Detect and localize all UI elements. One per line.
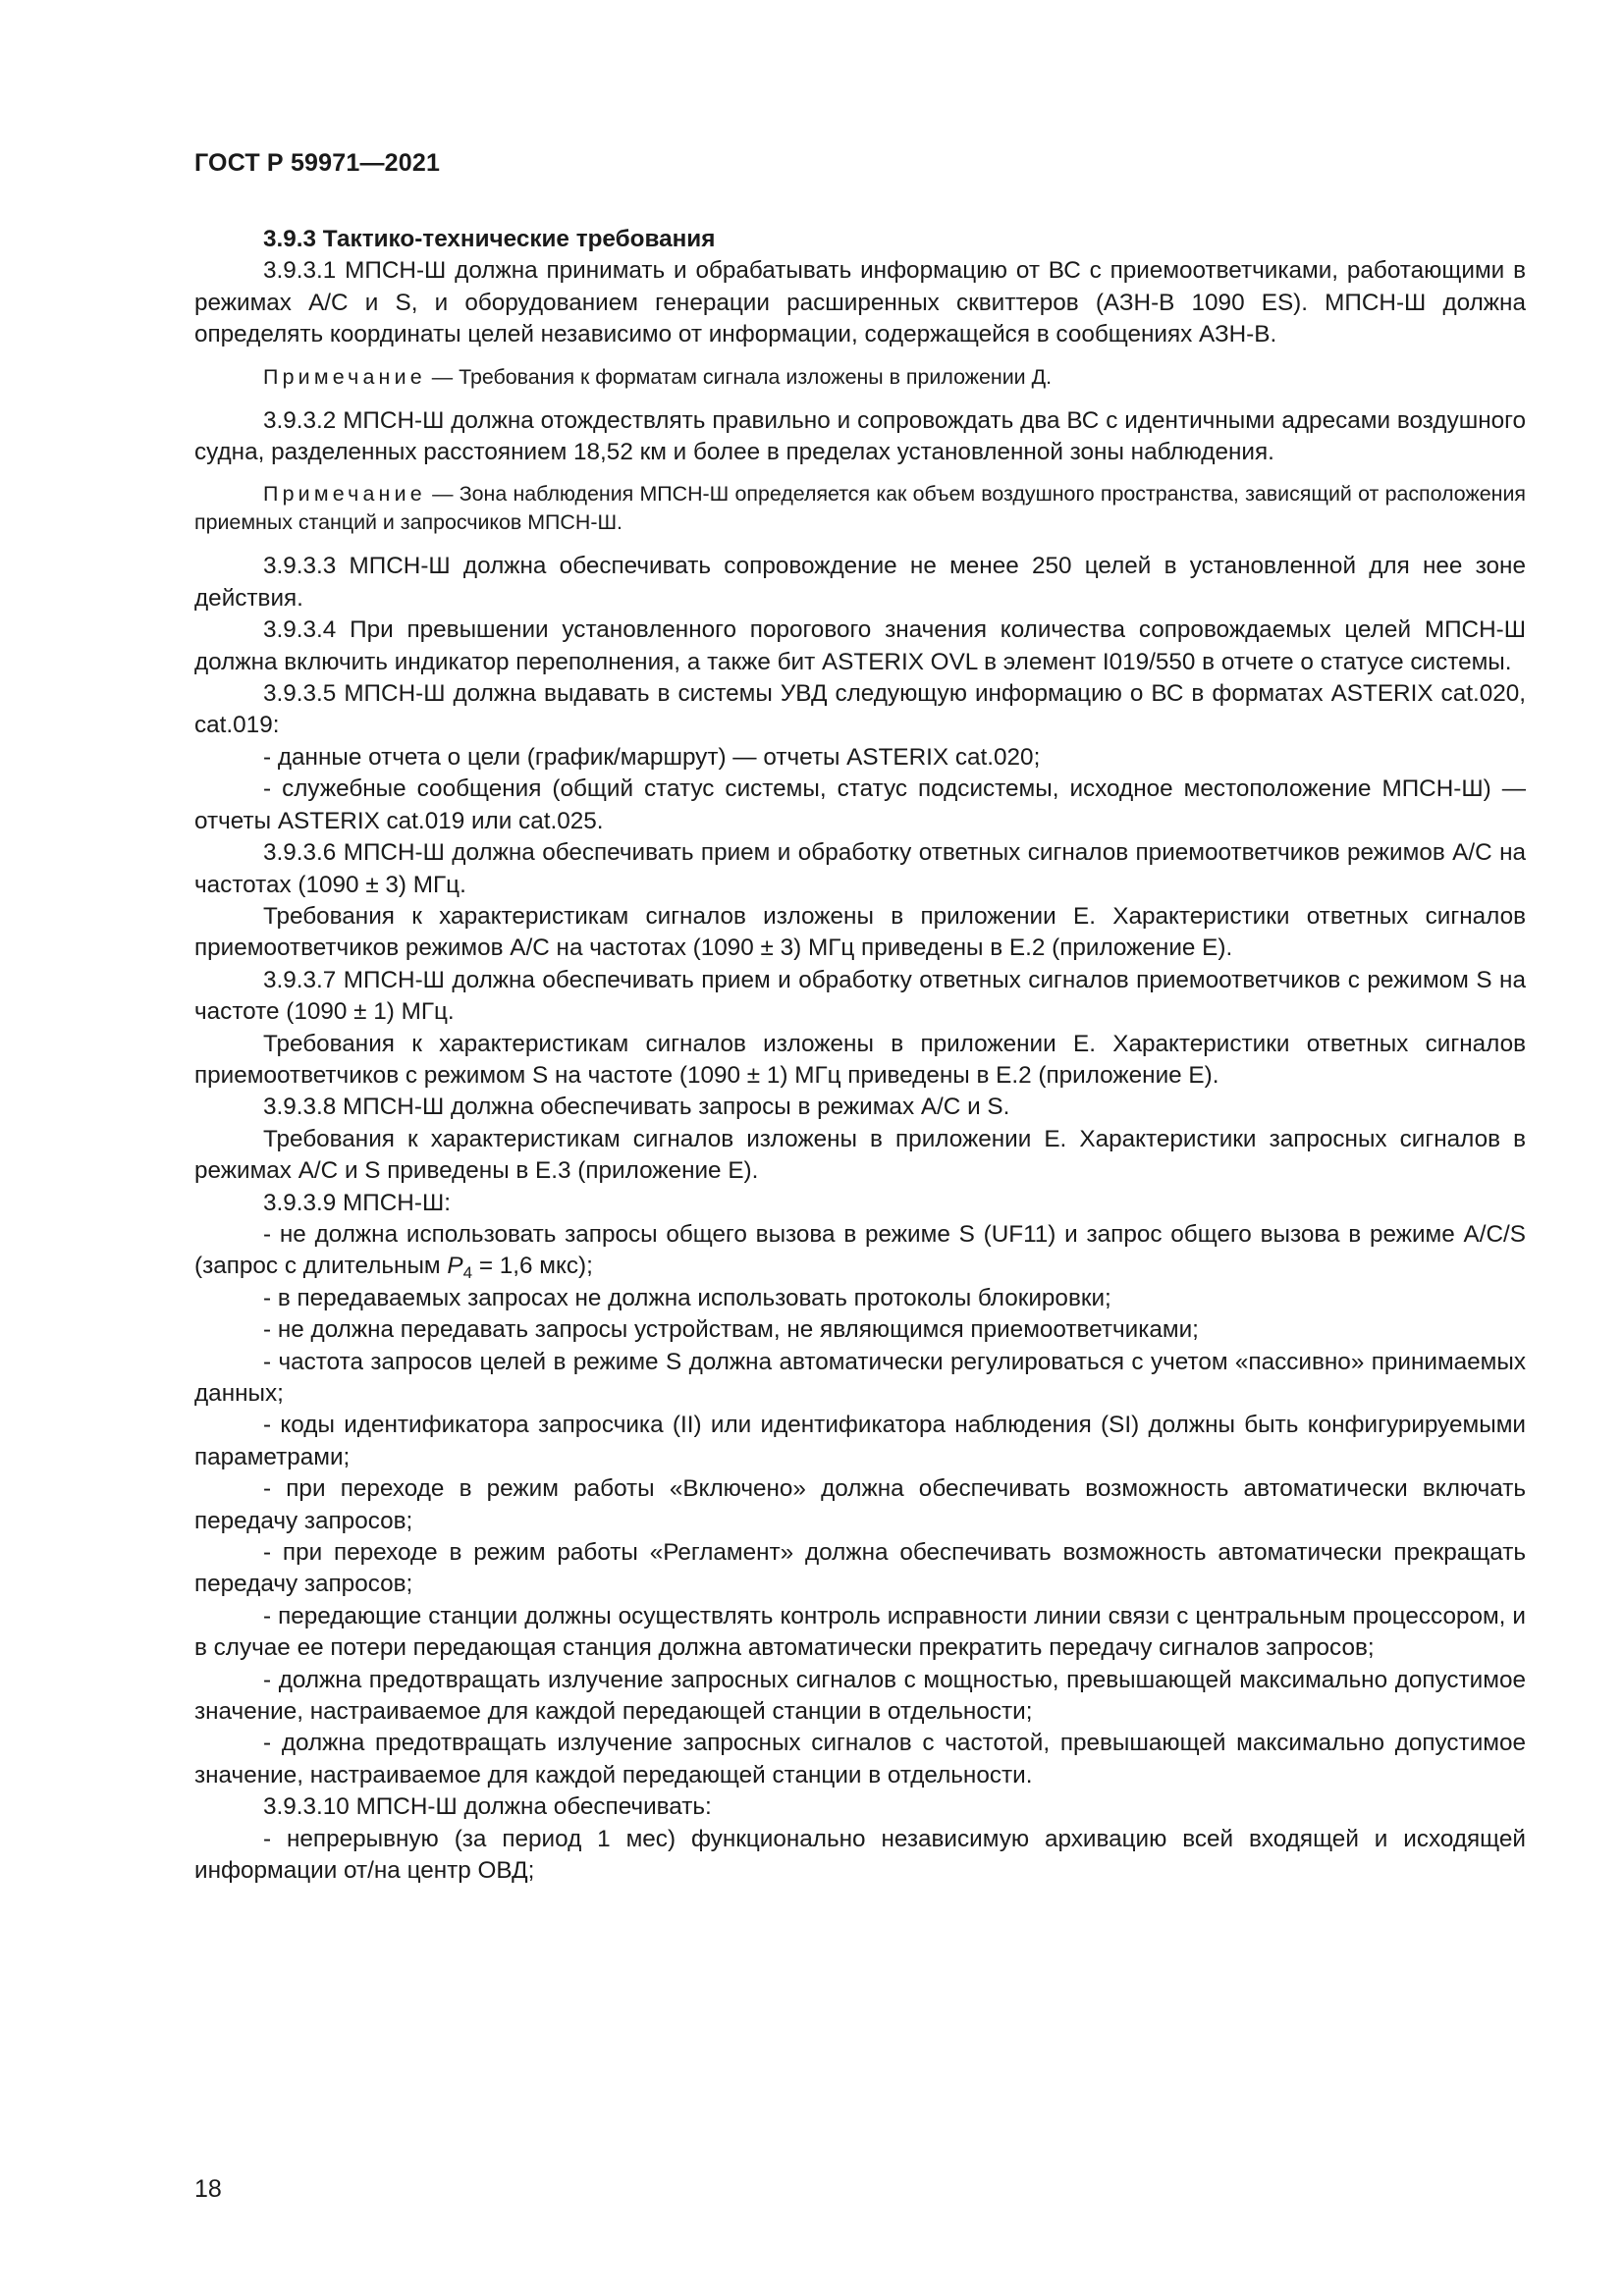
paragraph-requirements: Требования к характеристикам сигналов изложены в приложении Е. Характеристики ответных сигналов приемоответчиков режимов А/С на частотах (1090 ± 3) МГц приведены в Е.2 (приложение Е). <box>194 902 1526 962</box>
paragraph-3-9-3-6: 3.9.3.6 МПСН-Ш должна обеспечивать прием и обработку ответных сигналов приемоответчиков режимов А/С на частотах (1090 ± 3) МГц. <box>194 839 1526 898</box>
page-number: 18 <box>194 2175 222 2203</box>
paragraph-3-9-3-4: 3.9.3.4 При превышении установленного порогового значения количества сопровождаемых целей МПСН-Ш должна включить индикатор переполнения, а также бит ASTERIX OVL в элемент I019/550 в отчете о статусе системы. <box>194 616 1526 675</box>
paragraph-requirements: Требования к характеристикам сигналов изложены в приложении Е. Характеристики ответных сигналов приемоответчиков с режимом S на частоте (1090 ± 1) МГц приведены в Е.2 (приложение Е). <box>194 1030 1526 1089</box>
section-heading: 3.9.3 Тактико-технические требования <box>263 226 716 252</box>
note-2 <box>194 480 1526 537</box>
list-item <box>194 1219 1526 1283</box>
list-item-text: - не должна использовать запросы общего вызова в режиме S (UF11) и запрос общего вызова в режиме А/С/S (запрос с длительным <box>194 1220 1526 1280</box>
note-1-label: Примечание <box>263 364 426 389</box>
list-item: - частота запросов целей в режиме S должна автоматически регулироваться с учетом «пассивно» принимаемых данных; <box>194 1348 1526 1407</box>
paragraph-3-9-3-5: 3.9.3.5 МПСН-Ш должна выдавать в системы УВД следующую информацию о ВС в форматах ASTERIX cat.020, cat.019: <box>194 680 1526 739</box>
formula-subscript: 4 <box>462 1263 473 1283</box>
list-item: - при переходе в режим работы «Включено» должна обеспечивать возможность автоматически включать передачу запросов; <box>194 1475 1526 1534</box>
paragraph-3-9-3-9: 3.9.3.9 МПСН-Ш: <box>263 1189 451 1216</box>
list-item: - не должна передавать запросы устройствам, не являющимся приемоответчиками; <box>263 1316 1199 1344</box>
formula-variable: P <box>447 1253 463 1280</box>
note-1-text: — Требования к форматам сигнала изложены в приложении Д. <box>431 364 1053 389</box>
note-1 <box>194 363 1526 392</box>
paragraph-3-9-3-8: 3.9.3.8 МПСН-Ш должна обеспечивать запросы в режимах А/С и S. <box>263 1094 1010 1121</box>
list-item: - непрерывную (за период 1 мес) функционально независимую архивацию всей входящей и исходящей информации от/на центр ОВД; <box>194 1825 1526 1885</box>
note-2-text: — Зона наблюдения МПСН-Ш определяется как объем воздушного пространства, зависящий от расположения приемных станций и запросчиков МПСН-Ш. <box>194 482 1526 535</box>
document-header: ГОСТ Р 59971—2021 <box>194 149 441 177</box>
list-item: - при переходе в режим работы «Регламент» должна обеспечивать возможность автоматически прекращать передачу запросов; <box>194 1539 1526 1598</box>
list-item: - служебные сообщения (общий статус системы, статус подсистемы, исходное местоположение МПСН-Ш) — отчеты ASTERIX cat.019 или cat.025. <box>194 775 1526 834</box>
list-item: - коды идентификатора запросчика (II) или идентификатора наблюдения (SI) должны быть конфигурируемыми параметрами; <box>194 1412 1526 1470</box>
paragraph-3-9-3-3: 3.9.3.3 МПСН-Ш должна обеспечивать сопровождение не менее 250 целей в установленной для нее зоне действия. <box>194 553 1526 612</box>
list-item: - должна предотвращать излучение запросных сигналов с частотой, превышающей максимально допустимое значение, настраиваемое для каждой передающей станции в отдельности. <box>194 1730 1526 1789</box>
paragraph-3-9-3-2: 3.9.3.2 МПСН-Ш должна отождествлять правильно и сопровождать два ВС с идентичными адресами воздушного судна, разделенных расстоянием 18,52 км и более в пределах установленной зоны наблюдения. <box>194 406 1526 466</box>
list-item: - должна предотвращать излучение запросных сигналов с мощностью, превышающей максимально допустимое значение, настраиваемое для каждой передающей станции в отдельности; <box>194 1666 1526 1726</box>
list-item: - данные отчета о цели (график/маршрут) — отчеты ASTERIX cat.020; <box>263 743 1041 771</box>
paragraph-requirements: Требования к характеристикам сигналов изложены в приложении Е. Характеристики запросных сигналов в режимах А/С и S приведены в Е.3 (приложение Е). <box>194 1125 1526 1185</box>
note-2-label: Примечание <box>263 482 426 507</box>
document-body <box>194 224 1526 1888</box>
list-item: - передающие станции должны осуществлять контроль исправности линии связи с центральным процессором, и в случае ее потери передающая станция должна автоматически прекратить передачу сигналов запросов; <box>194 1602 1526 1662</box>
paragraph-3-9-3-10: 3.9.3.10 МПСН-Ш должна обеспечивать: <box>263 1793 712 1821</box>
paragraph-3-9-3-7: 3.9.3.7 МПСН-Ш должна обеспечивать прием и обработку ответных сигналов приемоответчиков с режимом S на частоте (1090 ± 1) МГц. <box>194 966 1526 1026</box>
list-item: - в передаваемых запросах не должна использовать протоколы блокировки; <box>263 1284 1111 1311</box>
paragraph-3-9-3-1: 3.9.3.1 МПСН-Ш должна принимать и обрабатывать информацию от ВС с приемоответчиками, работающими в режимах А/С и S, и оборудованием генерации расширенных сквиттеров (АЗН-В 1090 ES). МПСН-Ш должна определять координаты целей независимо от информации, содержащейся в сообщениях АЗН-В. <box>194 257 1526 348</box>
list-item-text-end: = 1,6 мкс); <box>472 1253 593 1280</box>
